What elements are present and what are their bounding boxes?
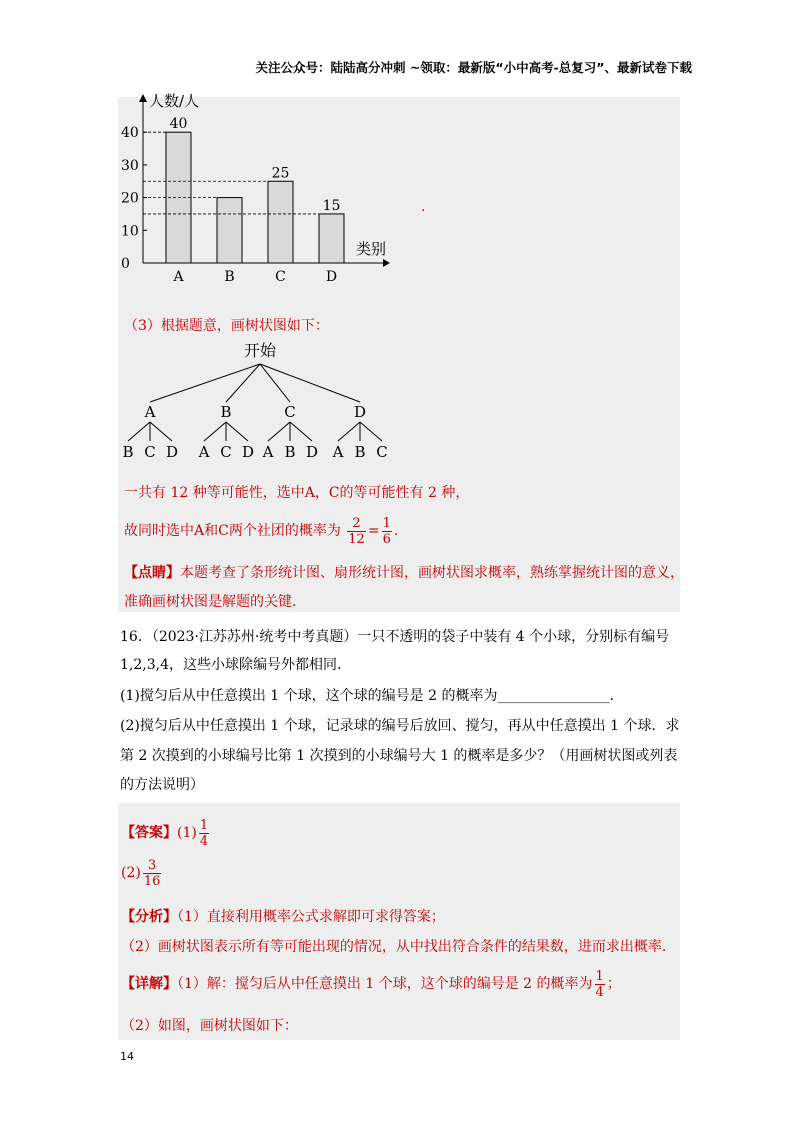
y-tick-label: 10 (121, 223, 139, 240)
tree-leaf-C: C (376, 443, 388, 461)
bar-B (217, 198, 242, 263)
tree-leaf-A: A (198, 443, 210, 461)
analysis-line-2: （2）画树状图表示所有等可能出现的情况，从中找出符合条件的结果数，进而求出概率. (121, 939, 667, 955)
tree-node-A: A (144, 403, 156, 421)
y-tick-label: 30 (121, 157, 139, 174)
answer-line-1: 【答案】(1) $\frac{1}{4}$ (121, 817, 209, 849)
q16-line-3: (1)搅匀后从中任意摸出 1 个球，这个球的编号是 2 的概率为________________. (120, 688, 614, 704)
tree-leaf-A: A (262, 443, 274, 461)
tree-intro: （3）根据题意，画树状图如下： (124, 318, 329, 334)
page-number: 14 (120, 1050, 134, 1063)
answer-fraction-3-16: $\frac{3}{16}$ (143, 857, 161, 889)
bar-chart (118, 88, 398, 288)
bar-D (319, 214, 344, 263)
y-tick-label: 40 (121, 125, 139, 142)
detail-line-2: （2）如图，画树状图如下： (121, 1018, 298, 1034)
tree-root: 开始 (243, 341, 277, 360)
tree-leaf-C: C (220, 443, 232, 461)
conclusion-line-2: 故同时选中A和C两个社团的概率为 $\frac{2}{12}$ = $\frac{1}{6}$ . (124, 515, 399, 547)
tree-node-B: B (220, 403, 232, 421)
page-header: 关注公众号：陆陆高分冲刺 ~领取：最新版“小中高考-总复习”、最新试卷下载 (255, 60, 692, 75)
tree-leaf-line (338, 422, 360, 441)
fraction-2-12: $\frac{2}{12}$ (348, 515, 365, 547)
q16-line-2: 1,2,3,4，这些小球除编号外都相同. (120, 657, 342, 673)
answer-fraction-1-4: $\frac{1}{4}$ (199, 817, 209, 849)
answer-line-2: (2) $\frac{3}{16}$ (121, 857, 161, 889)
bar-data-label: 15 (322, 197, 341, 214)
tree-diagram-1 (118, 340, 398, 465)
bar-data-label: 40 (169, 116, 188, 133)
y-tick-label: 0 (121, 256, 130, 272)
fraction-1-6: $\frac{1}{6}$ (382, 515, 391, 547)
tree-node-C: C (284, 403, 296, 421)
tree-leaf-line (128, 422, 150, 441)
q16-line-6: 的方法说明） (120, 777, 204, 793)
bar-C (268, 181, 293, 263)
tree-leaf-line (226, 422, 248, 441)
q16-line-4: (2)搅匀后从中任意摸出 1 个球，记录球的编号后放回、搅匀，再从中任意摸出 1 个球．求 (120, 718, 680, 734)
comment-line-1: 【点睛】本题考查了条形统计图、扇形统计图，画树状图求概率，熟练掌握统计图的意义， (124, 565, 684, 581)
tree-leaf-D: D (165, 443, 179, 461)
x-axis-arrow (383, 259, 390, 267)
x-tick-label: A (173, 269, 184, 285)
tree-leaf-C: C (144, 443, 156, 461)
tree-leaf-D: D (305, 443, 319, 461)
tree-node-D: D (353, 403, 367, 421)
analysis-line-1: 【分析】（1）直接利用概率公式求解即可求得答案； (121, 909, 445, 925)
tree-leaf-B: B (354, 443, 366, 461)
tree-leaf-line (150, 422, 172, 441)
bar-data-label: 25 (271, 165, 290, 182)
tree-leaf-line (204, 422, 226, 441)
tree-leaf-D: D (241, 443, 255, 461)
conclusion-line-1: 一共有 12 种等可能性，选中A，C的等可能性有 2 种， (124, 485, 470, 501)
tree-leaf-line (360, 422, 382, 441)
detail-line-1: 【详解】（1）解：搅匀后从中任意摸出 1 个球，这个球的编号是 2 的概率为 $\frac{1}{4}$ ； (121, 968, 621, 1000)
tree-leaf-B: B (122, 443, 134, 461)
tree-leaf-line (290, 422, 312, 441)
stray-dot: . (421, 199, 426, 215)
tree-leaf-B: B (284, 443, 296, 461)
x-axis-label: 类别 (356, 240, 387, 258)
y-axis-arrow (139, 94, 147, 102)
detail-fraction-1-4: $\frac{1}{4}$ (595, 968, 604, 1000)
x-tick-label: D (325, 269, 338, 285)
comment-line-2: 准确画树状图是解题的关键. (124, 594, 297, 610)
y-tick-label: 20 (121, 190, 139, 207)
x-tick-label: C (275, 269, 286, 285)
q16-line-5: 第 2 次摸到的小球编号比第 1 次摸到的小球编号大 1 的概率是多少？（用画树状图或列表 (120, 748, 678, 764)
x-tick-label: B (224, 269, 235, 285)
tree-leaf-line (268, 422, 290, 441)
y-axis-label: 人数/人 (149, 92, 200, 110)
tree-leaf-A: A (332, 443, 344, 461)
q16-line-1: 16．（2023·江苏苏州·统考中考真题）一只不透明的袋子中装有 4 个小球，分别标有编号 (120, 629, 670, 645)
